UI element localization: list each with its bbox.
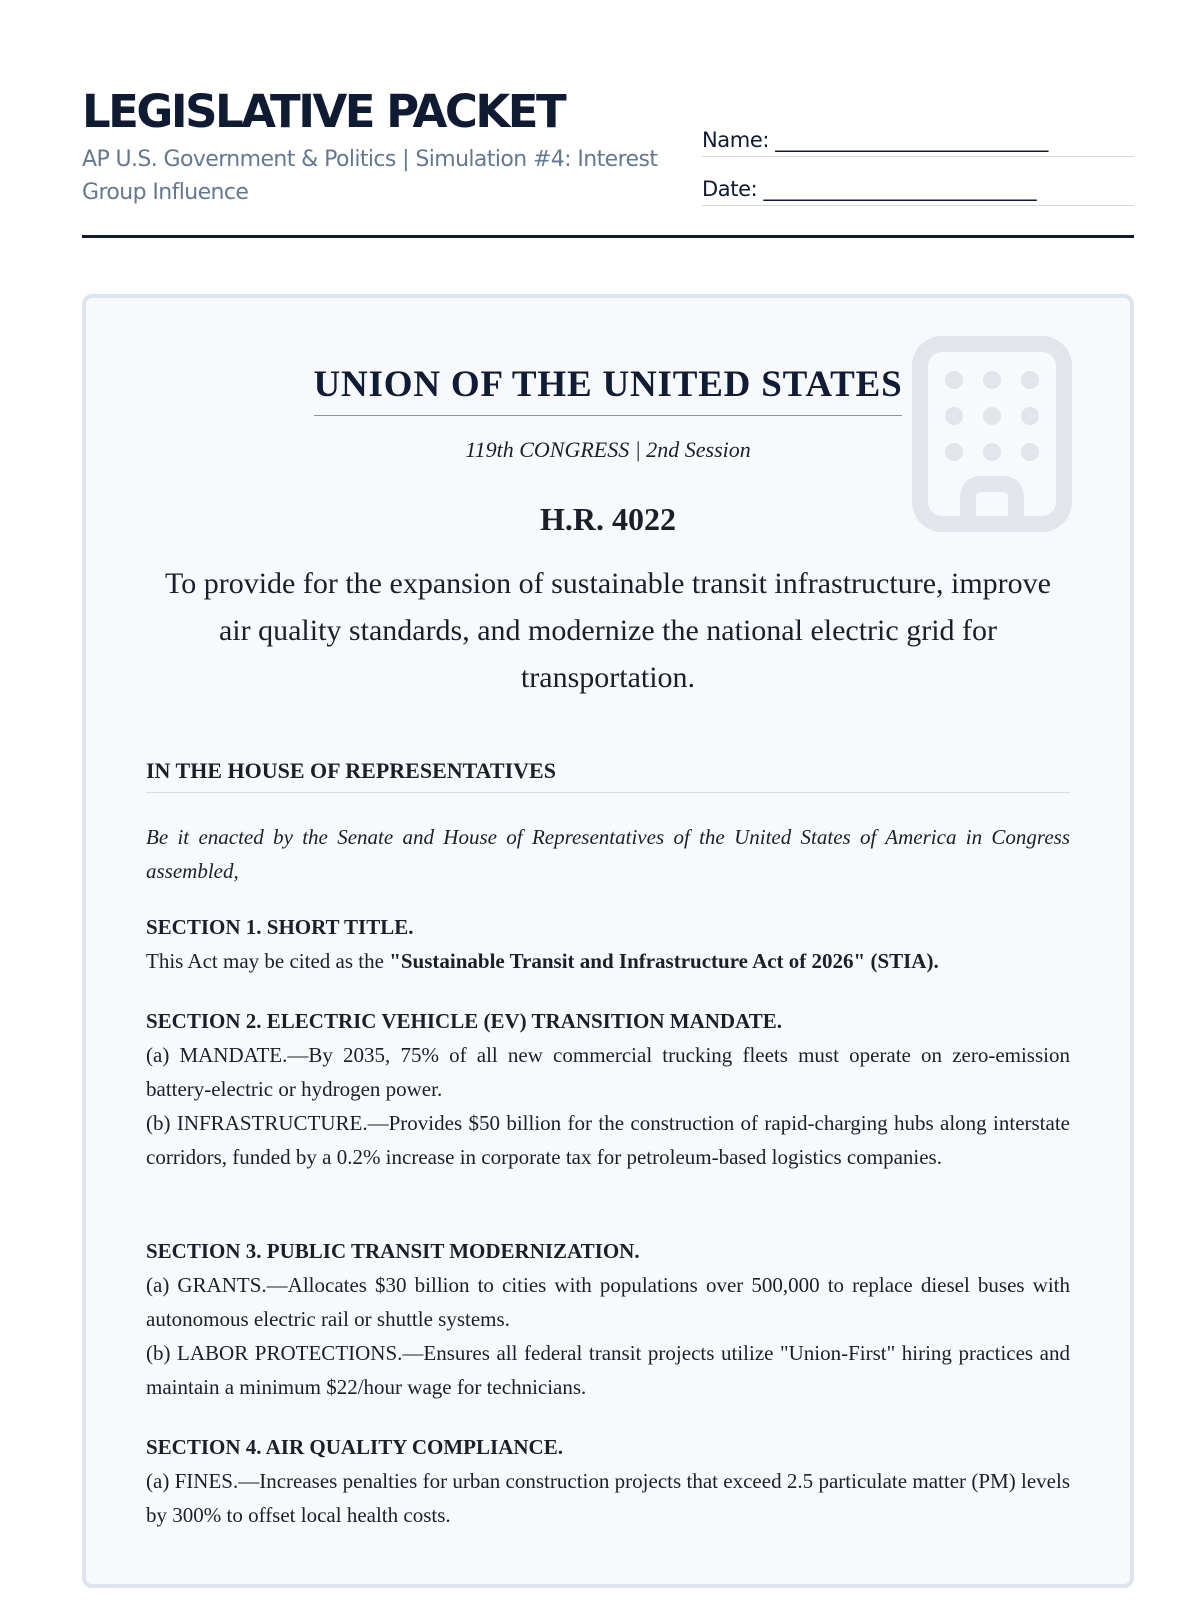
section-2 (146, 1004, 1070, 1174)
packet-title: LEGISLATIVE PACKET (82, 85, 565, 138)
packet-header (82, 84, 1134, 238)
section-heading: SECTION 2. ELECTRIC VEHICLE (EV) TRANSITION MANDATE. (146, 1009, 782, 1033)
enacting-clause: Be it enacted by the Senate and House of Representatives of the United States of America in Congress assembled, (146, 825, 1070, 883)
section-1 (146, 910, 1070, 978)
section-heading: SECTION 1. SHORT TITLE. (146, 915, 414, 939)
section-heading: SECTION 3. PUBLIC TRANSIT MODERNIZATION. (146, 1239, 640, 1263)
bill-number: H.R. 4022 (540, 501, 676, 537)
section-paragraph: (a) GRANTS.—Allocates $30 billion to cities with populations over 500,000 to replace diesel buses with autonomous electric rail or shuttle systems. (146, 1273, 1070, 1331)
section-heading: SECTION 4. AIR QUALITY COMPLIANCE. (146, 1435, 563, 1459)
house-heading: IN THE HOUSE OF REPRESENTATIVES (146, 756, 1070, 793)
date-field[interactable]: Date: ___________________________ (702, 173, 1134, 206)
chamber-title-text: UNION OF THE UNITED STATES (314, 362, 903, 416)
chamber-title (86, 362, 1130, 416)
session-line: 119th CONGRESS | 2nd Session (465, 437, 751, 462)
section-4 (146, 1430, 1070, 1532)
section-paragraph: (a) FINES.—Increases penalties for urban construction projects that exceed 2.5 particulate matter (PM) levels by 300% to offset local health costs. (146, 1469, 1070, 1527)
bill-card (82, 294, 1134, 1588)
section-3 (146, 1234, 1070, 1404)
section-paragraph: (b) LABOR PROTECTIONS.—Ensures all federal transit projects utilize "Union-First" hiring practices and maintain a minimum $22/hour wage for technicians. (146, 1341, 1070, 1399)
name-field[interactable]: Name: ___________________________ (702, 124, 1134, 157)
section-paragraph: (a) MANDATE.—By 2035, 75% of all new commercial trucking fleets must operate on zero-emission battery-electric or hydrogen power. (146, 1043, 1070, 1101)
section-text: This Act may be cited as the (146, 949, 390, 973)
bill-purpose: To provide for the expansion of sustainable transit infrastructure, improve air quality standards, and modernize the national electric grid for transportation. (165, 567, 1051, 694)
short-title: "Sustainable Transit and Infrastructure Act of 2026" (STIA). (389, 949, 939, 973)
packet-subtitle: AP U.S. Government & Politics | Simulation #4: Interest Group Influence (82, 147, 658, 205)
section-paragraph: (b) INFRASTRUCTURE.—Provides $50 billion for the construction of rapid-charging hubs along interstate corridors, funded by a 0.2% increase in corporate tax for petroleum-based logistics companies. (146, 1111, 1070, 1169)
